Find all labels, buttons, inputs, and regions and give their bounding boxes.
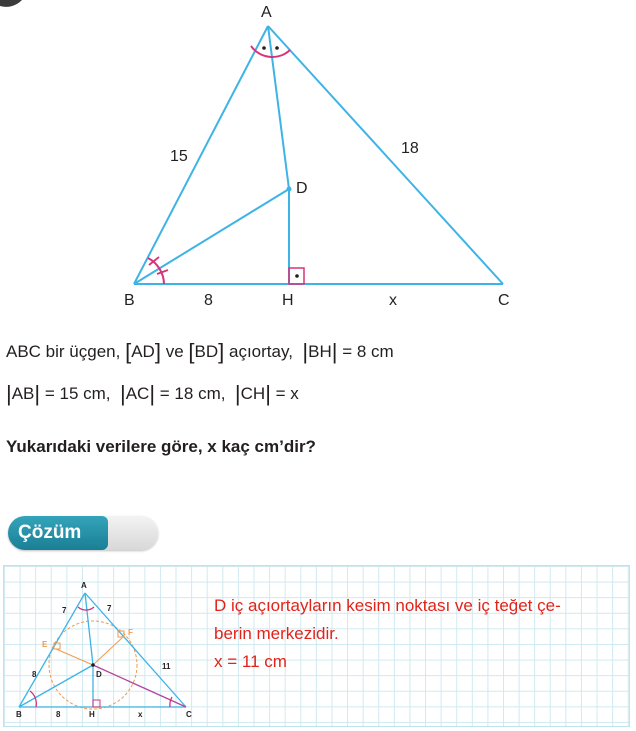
label-A: A bbox=[261, 4, 272, 21]
bisector-BD bbox=[134, 189, 289, 284]
small-label-C: C bbox=[186, 710, 192, 719]
problem-text: açıortay, bbox=[229, 342, 293, 361]
solution-answer: x = 11 cm bbox=[214, 652, 287, 671]
value-AC: = 18 cm, bbox=[159, 384, 226, 403]
solution-figure bbox=[0, 565, 210, 731]
small-label-D: D bbox=[96, 670, 102, 679]
small-label-7b: 7 bbox=[107, 604, 112, 613]
problem-text: ABC bir üçgen, bbox=[6, 342, 121, 361]
value-BH: = 8 cm bbox=[342, 342, 394, 361]
small-label-8a: 8 bbox=[32, 670, 37, 679]
label-AB-length: 15 bbox=[170, 148, 188, 165]
segment-BH: BH bbox=[308, 342, 332, 361]
small-label-8b: 8 bbox=[56, 710, 61, 719]
solution-line-2: berin merkezidir. bbox=[214, 624, 339, 643]
bisector-CD bbox=[93, 665, 186, 707]
small-label-F: F bbox=[128, 628, 133, 637]
bisector-AD bbox=[268, 26, 289, 189]
small-label-E: E bbox=[42, 640, 48, 649]
point-D bbox=[287, 187, 292, 192]
segment-AD: AD bbox=[131, 342, 155, 361]
solution-button-label[interactable]: Çözüm bbox=[8, 516, 108, 550]
side-AB bbox=[134, 26, 268, 284]
problem-text: ve bbox=[165, 342, 184, 361]
value-AB: = 15 cm, bbox=[44, 384, 111, 403]
segment-CH: CH bbox=[240, 384, 266, 403]
small-label-x: x bbox=[138, 710, 143, 719]
segment-AB: AB bbox=[11, 384, 35, 403]
label-C: C bbox=[498, 292, 510, 309]
value-CH: = x bbox=[275, 384, 299, 403]
small-label-7a: 7 bbox=[62, 606, 67, 615]
side-AC bbox=[268, 26, 503, 284]
solution-line-1: D iç açıortayların kesim noktası ve iç teğet çe- bbox=[214, 596, 561, 615]
label-H: H bbox=[282, 292, 294, 309]
label-AC-length: 18 bbox=[401, 140, 419, 157]
label-B: B bbox=[124, 292, 135, 309]
small-label-11: 11 bbox=[162, 662, 171, 671]
triangle-figure bbox=[0, 0, 636, 320]
small-label-A: A bbox=[81, 581, 87, 590]
question-text: Yukarıdaki verilere göre, x kaç cm’dir? bbox=[6, 437, 316, 456]
small-label-H: H bbox=[89, 710, 95, 719]
segment-BD: BD bbox=[194, 342, 219, 361]
small-label-B: B bbox=[16, 710, 22, 719]
label-BH-length: 8 bbox=[204, 292, 213, 309]
problem-line-1: ABC bir üçgen, [AD] ve [BD] açıortay, |BH| = 8 cm bbox=[6, 339, 394, 364]
label-HC-length: x bbox=[389, 292, 397, 309]
segment-AC: AC bbox=[125, 384, 150, 403]
problem-line-2: |AB| = 15 cm, |AC| = 18 cm, |CH| = x bbox=[6, 381, 299, 406]
label-D: D bbox=[296, 180, 308, 197]
